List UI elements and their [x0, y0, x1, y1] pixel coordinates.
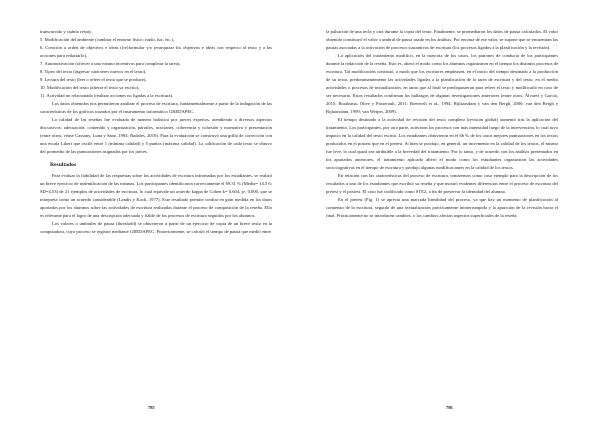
paragraph: En el pretest (Fig. 1) se aprecia una marcada linealidad del proceso, ya que hay un momento de planificación al comienzo de la escritura, seguido de una textualización prácticamente ininterrumpida y la aparición de la revisión hacia el final. Prácticamente no se introducen cambios, o los cambios afectan aspectos superficiales de la reseña [326, 197, 558, 219]
paragraph: la pulsación de una tecla y otra durante la copia del texto. Finalmente, se promediaron los datos de pausa calculados. El valor obtenido constituyó el valor o umbral de pausa usado en los análisis. Por encima de ese valor, se supone que se encuentran las pausas asociadas a la activación de procesos sustantivos de escritura (los procesos ligados a la planificación y la revisión). [326, 29, 558, 51]
list-item: 6. Creación u orden de objetivos e ideas ((re)formular y/o jerarquizar los objetivos e ideas con respecto al texto y a las acciones para redactarlo), [40, 45, 272, 59]
list-item: 11. Actividad no relacionada (realizar acciones no ligadas a la escritura). [40, 93, 174, 99]
list-item: 9. Lectura del texto (leer o releer el texto que se produce), [40, 77, 147, 83]
list-item: 7. Automotivación (ofrecer a uno mismo incentivos para completar la tarea), [40, 61, 181, 67]
paragraph: Los valores o umbrales de pausa (threshold) se obtuvieron a partir de un ejercicio de copia de un breve texto en la computadora, cuyo proceso se registró mediante GREDAPEC. Posteriormente, se calculó el tiempo de pausa que medió entre [40, 221, 272, 235]
paragraph: En relación con las características del proceso de escritura, tomaremos como caso ejemplo para la descripción de los resultados a uno de los estudiantes que escribió su reseña y que mostró evidentes diferencias entre el proceso de escritura del pretest y el postest. El caso fue codificado como STE2, a fin de preservar la identidad del alumno. [326, 173, 558, 195]
paragraph: La aplicación del tratamiento modificó, en la mayoría de los casos, los patrones de conducta de los participantes durante la redacción de la reseña. Esto es, alteró el modo como los alumnos organizaron en el tiempo los distintos procesos de escritura. Tal modificación consistió, a modo que los escritores empleasen, en el inicio del tiempo destinado a la producción de su texto, predominantemente las actividades ligadas a la planificación de la tarea de escritura y del texto, en el medio actividades o procesos de textualización, en tanto que al final se predispusieran para releer el texto y modificarlo en caso de ser necesario. Estos resultados confirman los hallazgos de algunas investigaciones anteriores (entre otros, Álvarez y García, 2015; Braaksma, Olive y Passerault, 2011; Breetvelt et al., 1994; Rijlaarsdam y van den Bergh, 2006; van den Bergh y Rijlaarsdam, 1999; van Weijen, 2009). [326, 53, 558, 115]
right-page [326, 28, 558, 404]
page-number-left: 785 [148, 405, 155, 410]
paragraph: Para evaluar la fiabilidad de las respuestas sobre las actividades de escritura informadas por los estudiantes, se realizó un breve ejercicio de indentificación de las mismas. Los participantes identificaron correctamente el 69,31 % (Media= 14,5 6; SD=4,53) de 21 ejemplos de actividades de escritura, lo cual equivale un acuerdo kappa de Cohen k= 0,604, p< 0,000, que se interpreta como un acuerdo considerable (Landis y Koch, 1977). Este resultado permite confiar en gran medida en los datos aportados por los alumnos sobre las actividades de escritura realizadas durante el proceso de composición de la reseña. Ello es relevante para el logro de una descripción adecuada y fiable de los procesos de escritura seguidos por los alumnos. [40, 173, 272, 219]
paragraph: La calidad de las reseñas fue evaluada de manera holística por jueces expertos, atendiendo a diversos aspectos discursivos: adecuación, contenido y organización, párrafos, oraciones, coherencia y cohesión y normativa y presentación (entre otros, véase Cassany, Luna y Sanz, 1994; Badales, 2010). Para la evaluación se construyó una grilla de corrección con una escala Likert que osciló entre 1 (mínima calidad) y 5 puntos (máxima calidad). La calificación de cada texto se obtuvo del promedio de las puntuaciones asignadas por los jueces. [40, 117, 272, 155]
list-item: transcurrido y cuánto resta); [40, 29, 92, 34]
list-item: 8. Tipeo del texto (ingresar caracteres nuevos en el texto), [40, 69, 147, 75]
paragraph: Los datos obtenidos nos permitieron analizar el proceso de escritura, fundamentalmente a partir de la indagación de las características de los gráficos trazados por el instrumento informático GREDAPEC. [40, 101, 272, 115]
list-item: 10. Modificación del texto (alterar el texto ya escrito), [40, 85, 140, 91]
list-item: 5. Modificación del ambiente (cambiar el entorno físico: ruido, luz, etc.), [40, 37, 175, 43]
section-heading: Resultados [50, 162, 77, 169]
left-page [40, 28, 272, 404]
page-number-right: 786 [446, 405, 453, 410]
paragraph: El tiempo destinado a la actividad de revisión del texto completo (revisión global) aumentó tras la aplicación del tratamiento. Los participantes, por otra parte, activaron los procesos con más intensidad luego de la intervención, lo cual tuvo impacto en la calidad del texto escrito. Los estudiantes obtuvieron en el 66 % de los casos mejores puntuaciones en los textos producidos en el postest que en el pretest. Si bien se produjo, en general, un incremento en la calidad de los textos, el mismo fue leve, lo cual quizá sea atribuible a la brevedad del tratamiento. Por lo tanto, y de acuerdo con los análisis presentados en los apartados anteriores, el tratamiento aplicado alteró el modo como los estudiantes organizaron las actividades sociocognitivas en el tiempo de escritura y produjo algunas modificaciones en la calidad de los textos. [326, 117, 558, 171]
